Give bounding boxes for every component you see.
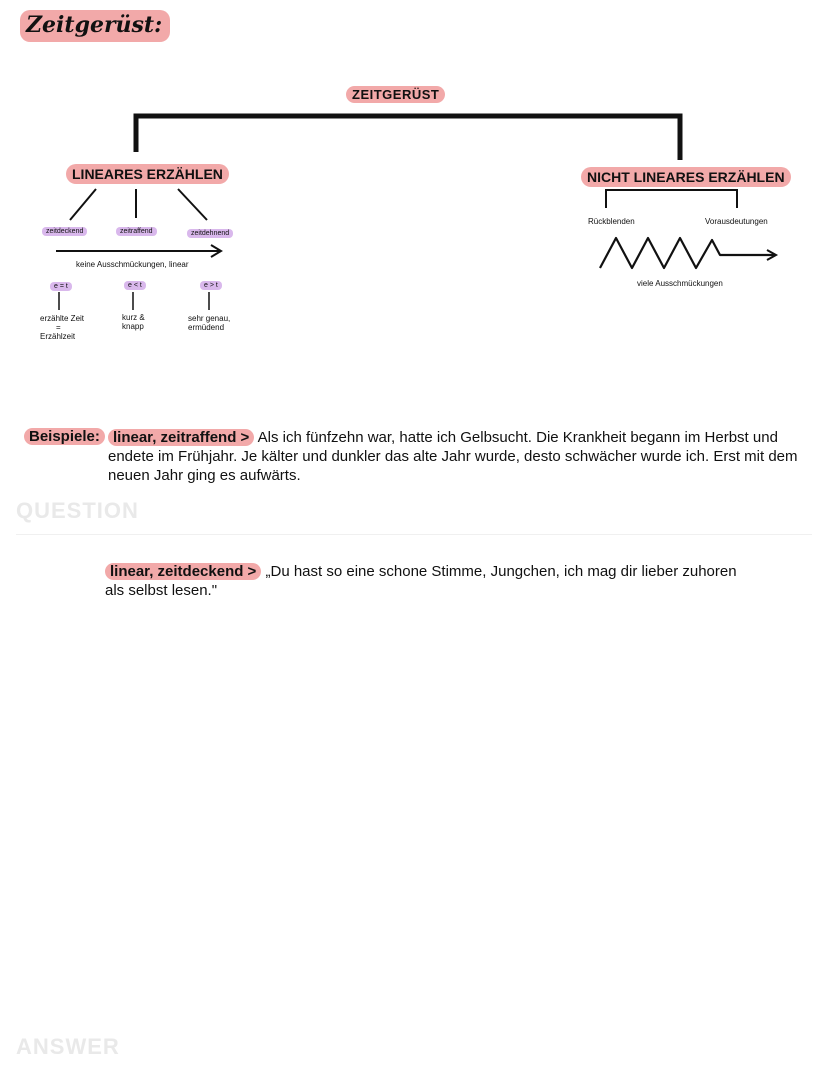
page-title: Zeitgerüst:	[20, 10, 170, 42]
description-1-line3: Erzählzeit	[40, 332, 76, 341]
type-zeitdeckend: zeitdeckend	[42, 227, 87, 236]
nonlinear-caption: viele Ausschmückungen	[637, 279, 723, 288]
description-2-line1: kurz &	[122, 313, 145, 322]
description-2-line2: knapp	[122, 322, 144, 331]
description-3-line2: ermüdend	[188, 323, 225, 332]
description-3	[188, 314, 248, 332]
description-3-line1: sehr genau,	[188, 314, 231, 323]
description-1-line2: =	[56, 323, 61, 332]
description-2	[122, 313, 162, 331]
root-node: ZEITGERÜST	[346, 86, 445, 103]
divider	[16, 534, 812, 535]
diagram-lines	[0, 0, 828, 400]
example-2-tag: linear, zeitdeckend >	[105, 563, 261, 580]
zigzag-line	[600, 238, 775, 268]
examples-label: Beispiele:	[24, 428, 105, 445]
branch-right	[178, 189, 207, 220]
type-vorausdeutungen: Vorausdeutungen	[705, 217, 768, 226]
example-2	[105, 562, 745, 600]
description-1-line1: erzählte Zeit	[40, 314, 85, 323]
relation-3: e > t	[200, 281, 222, 290]
answer-watermark: ANSWER	[16, 1034, 120, 1059]
linear-node: LINEARES ERZÄHLEN	[66, 164, 229, 184]
example-1-tag: linear, zeitraffend >	[108, 429, 254, 446]
branch-left	[70, 189, 96, 220]
question-watermark: QUESTION	[16, 498, 139, 523]
example-2-text: „Du hast so eine schone Stimme, Jungchen, ich mag dir lieber zuhoren als selbst lesen."	[105, 563, 737, 599]
example-1-text: Als ich fünfzehn war, hatte ich Gelbsucht. Die Krankheit begann im Herbst und endete im Frühjahr. Je kälter und dunkler das alte Jahr wurde, desto schwächer wurde ich. Erst mit dem neuen Jahr ging es aufwärts.	[108, 429, 798, 484]
example-1	[108, 428, 814, 485]
description-1	[40, 314, 100, 341]
relation-2: e < t	[124, 281, 146, 290]
type-zeitraffend: zeitraffend	[116, 227, 157, 236]
root-bracket	[136, 116, 680, 160]
linear-arrow-caption: keine Ausschmückungen, linear	[76, 260, 189, 269]
type-zeitdehnend: zeitdehnend	[187, 229, 233, 238]
relation-1: e = t	[50, 282, 72, 291]
nonlinear-bracket	[606, 190, 737, 208]
type-rueckblenden: Rückblenden	[588, 217, 635, 226]
nonlinear-node: NICHT LINEARES ERZÄHLEN	[581, 167, 791, 187]
